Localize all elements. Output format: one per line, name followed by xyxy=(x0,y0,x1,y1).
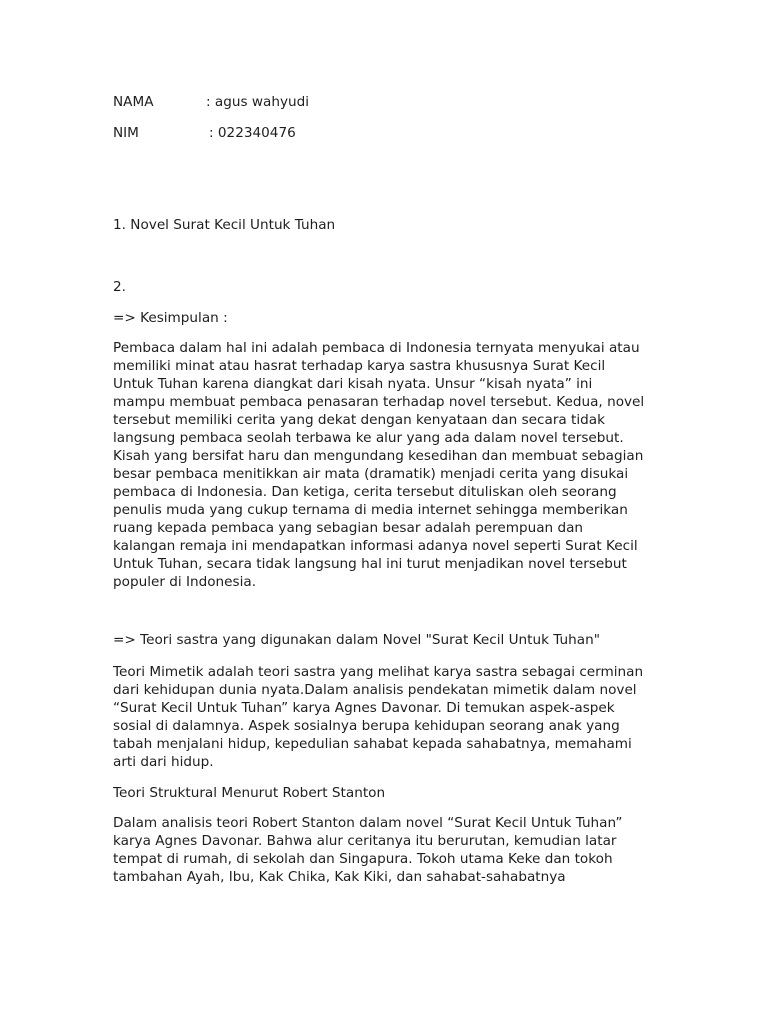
paragraph-line: tempat di rumah, di sekolah dan Singapura. Tokoh utama Keke dan tokoh xyxy=(113,851,613,867)
paragraph-line: arti dari hidup. xyxy=(113,754,214,770)
kesimpulan-paragraph xyxy=(113,339,644,591)
paragraph-line: sosial di dalamnya. Aspek sosialnya berupa kehidupan seorang anak yang xyxy=(113,718,620,734)
nim-label: NIM xyxy=(113,125,139,141)
answer-1: 1. Novel Surat Kecil Untuk Tuhan xyxy=(113,217,336,233)
paragraph-line: besar pembaca menitikkan air mata (dramatik) menjadi cerita yang disukai xyxy=(113,466,629,482)
paragraph-line: karya Agnes Davonar. Bahwa alur ceritanya itu berurutan, kemudian latar xyxy=(113,833,617,849)
name-value: : agus wahyudi xyxy=(206,94,310,110)
paragraph-line: pembaca di Indonesia. Dan ketiga, cerita tersebut dituliskan oleh seorang xyxy=(113,484,617,500)
paragraph-line: Kisah yang bersifat haru dan mengundang kesedihan dan membuat sebagian xyxy=(113,448,644,464)
paragraph-line: langsung pembaca seolah terbawa ke alur yang ada dalam novel tersebut. xyxy=(113,430,624,446)
paragraph-line: Pembaca dalam hal ini adalah pembaca di Indonesia ternyata menyukai atau xyxy=(113,340,640,356)
nim-value: : 022340476 xyxy=(209,125,296,141)
paragraph-line: Untuk Tuhan, secara tidak langsung hal ini turut menjadikan novel tersebut xyxy=(113,556,627,572)
paragraph-line: tabah menjalani hidup, kepedulian sahabat kepada sahabatnya, memahami xyxy=(113,736,632,752)
paragraph-line: tersebut memiliki cerita yang dekat dengan kenyataan dan secara tidak xyxy=(113,412,605,428)
answer-2-number: 2. xyxy=(113,279,126,295)
paragraph-line: kalangan remaja ini mendapatkan informasi adanya novel seperti Surat Kecil xyxy=(113,538,638,554)
paragraph-line: ruang kepada pembaca yang sebagian besar adalah perempuan dan xyxy=(113,520,584,536)
paragraph-line: Teori Mimetik adalah teori sastra yang melihat karya sastra sebagai cerminan xyxy=(113,664,644,680)
paragraph-line: tambahan Ayah, Ibu, Kak Chika, Kak Kiki, dan sahabat-sahabatnya xyxy=(113,869,566,885)
teori-heading: => Teori sastra yang digunakan dalam Novel "Surat Kecil Untuk Tuhan" xyxy=(113,632,600,648)
paragraph-line: mampu membuat pembaca penasaran terhadap novel tersebut. Kedua, novel xyxy=(113,394,645,410)
paragraph-line: dari kehidupan dunia nyata.Dalam analisis pendekatan mimetik dalam novel xyxy=(113,682,637,698)
paragraph-line: “Surat Kecil Untuk Tuhan” karya Agnes Davonar. Di temukan aspek-aspek xyxy=(113,700,615,716)
kesimpulan-heading: => Kesimpulan : xyxy=(113,310,228,326)
struktural-heading: Teori Struktural Menurut Robert Stanton xyxy=(113,785,386,801)
paragraph-line: Untuk Tuhan karena diangkat dari kisah nyata. Unsur “kisah nyata” ini xyxy=(113,376,593,392)
paragraph-line: memiliki minat atau hasrat terhadap karya sastra khususnya Surat Kecil xyxy=(113,358,606,374)
struktural-paragraph xyxy=(113,814,622,886)
paragraph-line: penulis muda yang cukup ternama di media internet sehingga memberikan xyxy=(113,502,628,518)
paragraph-line: populer di Indonesia. xyxy=(113,574,257,590)
paragraph-line: Dalam analisis teori Robert Stanton dalam novel “Surat Kecil Untuk Tuhan” xyxy=(113,815,623,831)
mimetik-paragraph xyxy=(113,663,643,771)
name-label: NAMA xyxy=(113,94,154,110)
